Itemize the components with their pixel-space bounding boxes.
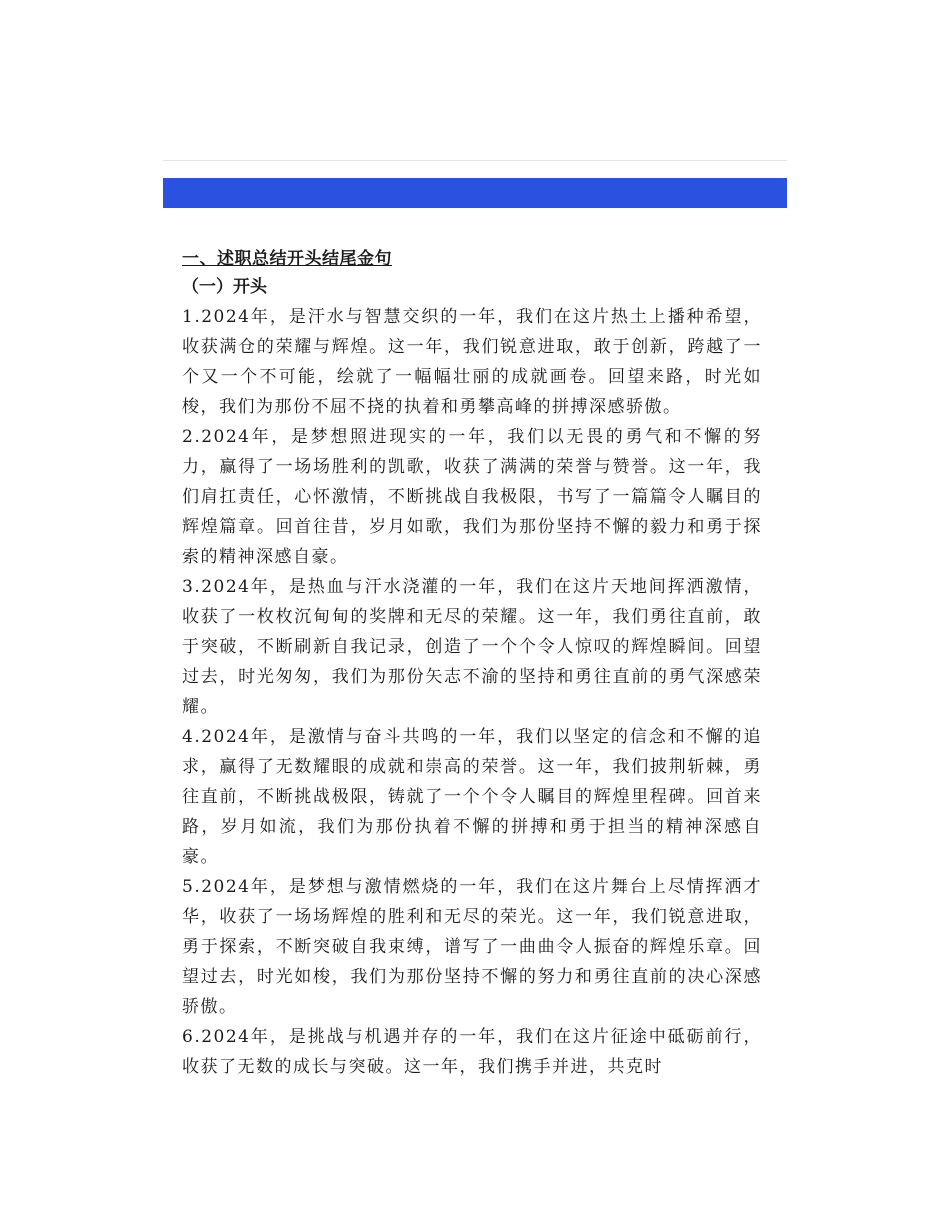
paragraph: 6.2024年，是挑战与机遇并存的一年，我们在这片征途中砥砺前行，收获了无数的成长与突破。这一年，我们携手并进，共克时 — [182, 1027, 762, 1077]
top-divider — [163, 160, 787, 161]
paragraph: 5.2024年，是梦想与激情燃烧的一年，我们在这片舞台上尽情挥洒才华，收获了一场场辉煌的胜利和无尽的荣光。这一年，我们锐意进取，勇于探索，不断突破自我束缚，谱写了一曲曲令人振奋的辉煌乐章。回望过去，时光如梭，我们为那份坚持不懈的努力和勇往直前的决心深感骄傲。 — [182, 877, 762, 1017]
paragraph: 2.2024年，是梦想照进现实的一年，我们以无畏的勇气和不懈的努力，赢得了一场场胜利的凯歌，收获了满满的荣誉与赞誉。这一年，我们肩扛责任，心怀激情，不断挑战自我极限，书写了一篇篇令人瞩目的辉煌篇章。回首往昔，岁月如歌，我们为那份坚持不懈的毅力和勇于探索的精神深感自豪。 — [182, 427, 762, 567]
header-banner — [163, 178, 787, 208]
subsection-title: （一）开头 — [182, 277, 267, 297]
document-body — [182, 246, 762, 1082]
paragraph: 3.2024年，是热血与汗水浇灌的一年，我们在这片天地间挥洒激情，收获了一枚枚沉甸甸的奖牌和无尽的荣耀。这一年，我们勇往直前，敢于突破，不断刷新自我记录，创造了一个个令人惊叹的辉煌瞬间。回望过去，时光匆匆，我们为那份矢志不渝的坚持和勇往直前的勇气深感荣耀。 — [182, 577, 762, 717]
section-title: 一、述职总结开头结尾金句 — [182, 249, 392, 269]
paragraph: 4.2024年，是激情与奋斗共鸣的一年，我们以坚定的信念和不懈的追求，赢得了无数耀眼的成就和崇高的荣誉。这一年，我们披荆斩棘，勇往直前，不断挑战极限，铸就了一个个令人瞩目的辉煌里程碑。回首来路，岁月如流，我们为那份执着不懈的拼搏和勇于担当的精神深感自豪。 — [182, 727, 762, 867]
paragraph: 1.2024年，是汗水与智慧交织的一年，我们在这片热土上播种希望，收获满仓的荣耀与辉煌。这一年，我们锐意进取，敢于创新，跨越了一个又一个不可能，绘就了一幅幅壮丽的成就画卷。回望来路，时光如梭，我们为那份不屈不挠的执着和勇攀高峰的拼搏深感骄傲。 — [182, 307, 762, 417]
